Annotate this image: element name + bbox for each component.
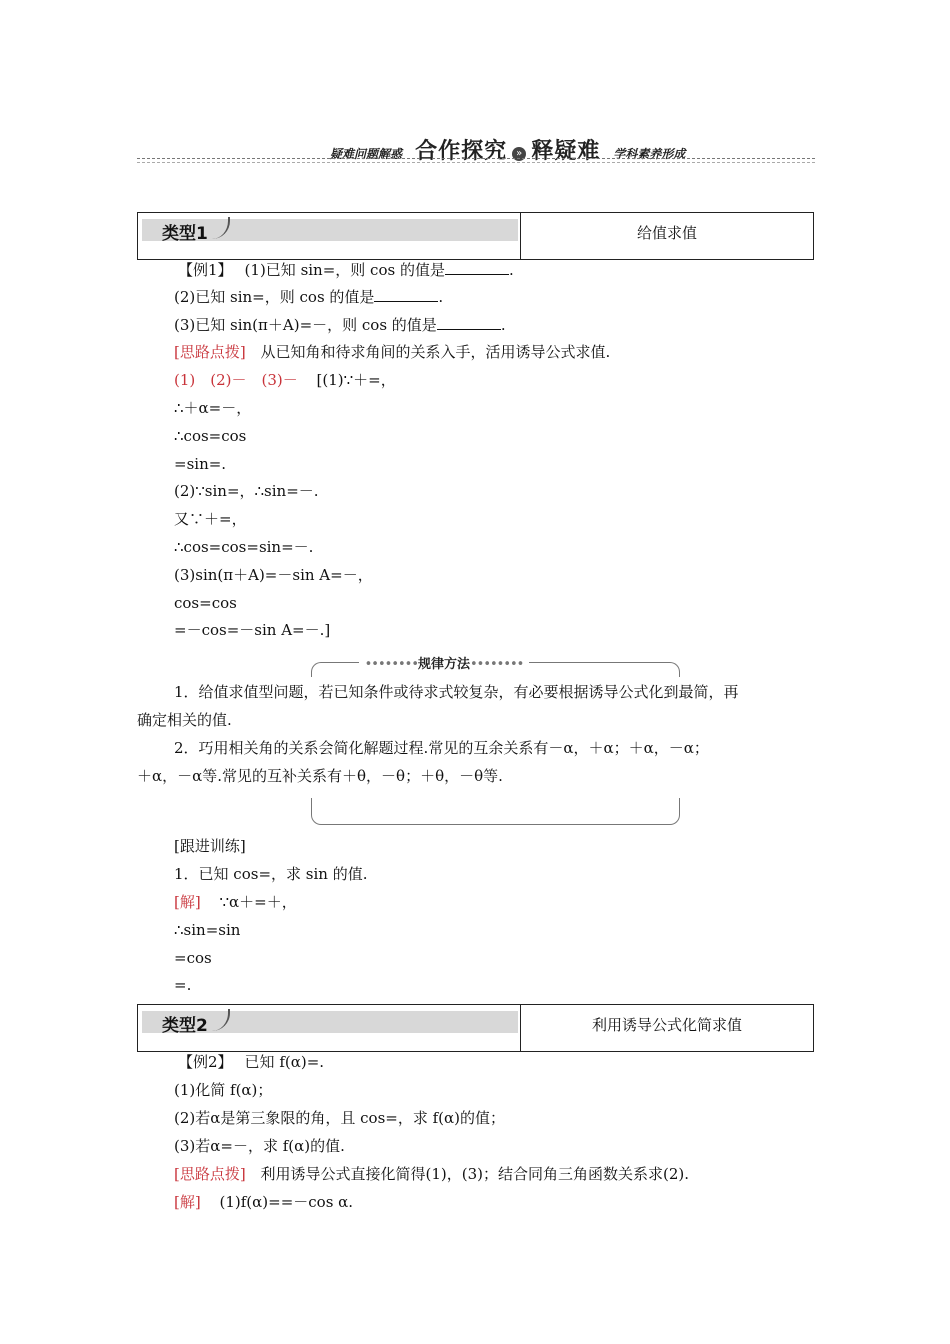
ex1-question-2: (2)已知 sin=，则 cos 的值是 . <box>174 288 444 306</box>
ex1-label: 【例1】 <box>178 261 233 279</box>
hint-label: [思路点拨] <box>174 1165 246 1183</box>
ex2-solution: [解] (1)f(α)==－cos α. <box>174 1193 354 1211</box>
ex1-solution-line: =sin=. <box>174 455 227 473</box>
type2-banner <box>137 1004 814 1052</box>
practice-solution-line: =cos <box>174 949 212 967</box>
ex2-hint <box>174 1164 689 1184</box>
ex1-answers <box>174 370 396 390</box>
ex1-question-1: 【例1】 (1)已知 sin=，则 cos 的值是 . <box>178 261 514 279</box>
hint-text: 利用诱导公式直接化简得(1)，(3)；结合同角三角函数关系求(2). <box>260 1165 690 1183</box>
ex1-hint <box>174 342 610 362</box>
method-paragraph-1b: 确定相关的值. <box>137 711 232 729</box>
ex1-solution-line: ∴cos=cos=sin=－. <box>174 538 314 556</box>
ex2-question-1: (1)化简 f(α)； <box>174 1081 273 1099</box>
type1-tag: 类型1 <box>162 224 208 244</box>
section-header <box>330 134 685 165</box>
ex1-solution-line: 又∵＋=， <box>174 510 247 528</box>
method-paragraph-2b: ＋α，－α等.常见的互补关系有＋θ，－θ；＋θ，－θ等. <box>137 767 503 785</box>
method-label: ••••••••规律方法•••••••• <box>359 653 529 672</box>
ex1-solution-line: (2)∵sin=，∴sin=－. <box>174 482 319 500</box>
method-paragraph-2a: 2．巧用相关角的关系会简化解题过程.常见的互余关系有－α，＋α；＋α，－α； <box>174 739 709 757</box>
practice-solution-line: ∴sin=sin <box>174 921 241 939</box>
ex1-solution-line: ∴＋α=－， <box>174 399 252 417</box>
ex1-solution-line: (3)sin(π＋A)=－sin A=－， <box>174 566 373 584</box>
ex2-label: 【例2】 <box>178 1053 233 1071</box>
ex2-question-3: (3)若α=－，求 f(α)的值. <box>174 1137 345 1155</box>
header-title-right: 释疑难 <box>531 139 601 164</box>
answer-values: (1) (2)－ (3)－ <box>174 371 298 389</box>
header-left-caption: 疑难问题解惑 <box>330 147 403 161</box>
header-right-caption: 学科素养形成 <box>613 147 686 161</box>
method-box-bottom <box>311 798 680 825</box>
practice-question: 1．已知 cos=，求 sin 的值. <box>174 865 368 883</box>
ex1-solution-line: =－cos=－sin A=－.] <box>174 621 331 639</box>
ex2-question-2: (2)若α是第三象限的角，且 cos=，求 f(α)的值； <box>174 1109 505 1127</box>
answer-blank <box>445 260 509 275</box>
hint-label: [思路点拨] <box>174 343 246 361</box>
type1-banner <box>137 212 814 260</box>
type2-tag: 类型2 <box>162 1016 208 1036</box>
practice-solution-line: =. <box>174 976 192 994</box>
type1-title: 给值求值 <box>636 224 697 242</box>
ex2-question: 【例2】 已知 f(α)=. <box>178 1053 325 1071</box>
header-arrow-icon: » <box>512 147 526 161</box>
practice-title: [跟进训练] <box>174 837 246 855</box>
ex1-question-3: (3)已知 sin(π＋A)=－，则 cos 的值是 . <box>174 316 506 334</box>
practice-solution: [解] ∵α＋=＋， <box>174 893 297 911</box>
header-title-left: 合作探究 <box>415 139 508 164</box>
ex1-solution-line: ∴cos=cos <box>174 427 247 445</box>
header-divider-lower <box>137 162 815 163</box>
hint-text: 从已知角和待求角间的关系入手，活用诱导公式求值. <box>260 343 611 361</box>
type2-title: 利用诱导公式化简求值 <box>591 1016 742 1034</box>
answer-blank <box>437 315 501 330</box>
solution-label: [解] <box>174 1193 201 1211</box>
header-divider <box>137 158 815 159</box>
solution-start: [(1)∵＋=， <box>316 371 396 389</box>
answer-blank <box>374 287 438 302</box>
method-paragraph-1a: 1．给值求值型问题，若已知条件或待求式较复杂，有必要根据诱导公式化到最简，再 <box>174 683 739 701</box>
solution-label: [解] <box>174 893 201 911</box>
ex1-solution-line: cos=cos <box>174 594 237 612</box>
